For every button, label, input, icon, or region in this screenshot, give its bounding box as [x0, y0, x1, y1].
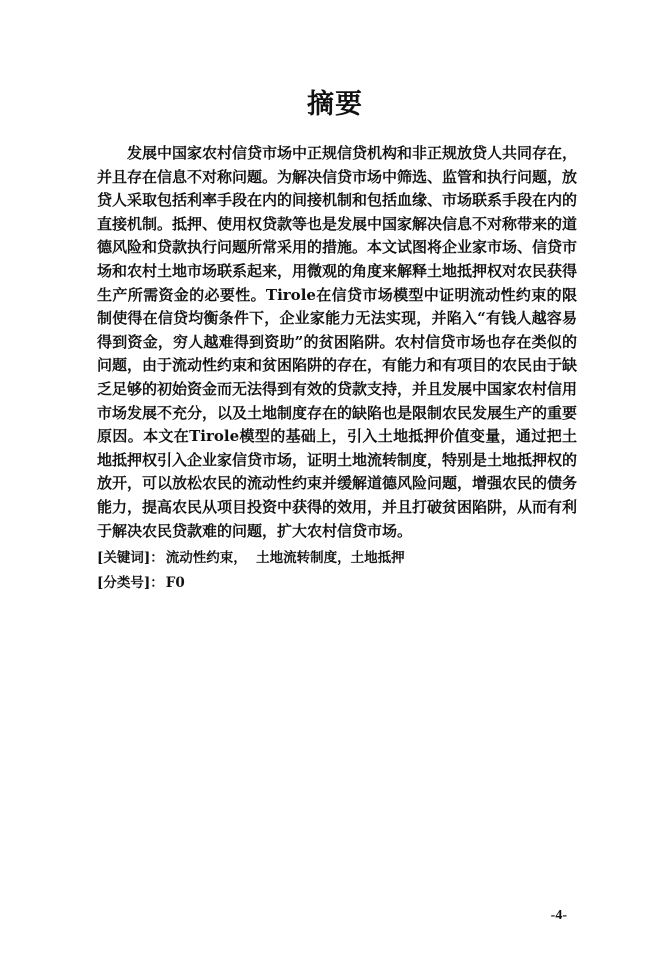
page-title: 摘要 [307, 89, 363, 120]
keywords-label: [关键词]： [97, 550, 164, 566]
classification-line [97, 573, 577, 593]
keywords-line [97, 548, 577, 568]
abstract-paragraph: 发展中国家农村信贷市场中正规信贷机构和非正规放贷人共同存在，并且存在信息不对称问题。为解决信贷市场中筛选、监管和执行问题，放贷人采取包括利率手段在内的间接机制和包括血缘、市场联系手段在内的直接机制。抵押、使用权贷款等也是发展中国家解决信息不对称带来的道德风险和贷款执行问题所常采用的措施。本文试图将企业家市场、信贷市场和农村土地市场联系起来，用微观的角度来解释土地抵押权对农民获得生产所需资金的必要性。Tirole在信贷市场模型中证明流动性约束的限制使得在信贷均衡条件下，企业家能力无法实现，并陷入“有钱人越容易得到资金，穷人越难得到资助”的贫困陷阱。农村信贷市场也存在类似的问题，由于流动性约束和贫困陷阱的存在，有能力和有项目的农民由于缺乏足够的初始资金而无法得到有效的贷款支持，并且发展中国家农村信用市场发展不充分，以及土地制度存在的缺陷也是限制农民发展生产的重要原因。本文在Tirole模型的基础上，引入土地抵押价值变量，通过把土地抵押权引入企业家信贷市场，证明土地流转制度，特别是土地抵押权的放开，可以放松农民的流动性约束并缓解道德风险问题，增强农民的债务能力，提高农民从项目投资中获得的效用，并且打破贫困陷阱，从而有利于解决农民贷款难的问题，扩大农村信贷市场。 [97, 144, 578, 540]
classification-label: [分类号]： [97, 575, 164, 591]
page-number: -4- [550, 908, 567, 923]
classification-text: F0 [165, 575, 185, 591]
keywords-text: 流动性约束， 土地流转制度，土地抵押 [165, 550, 405, 566]
